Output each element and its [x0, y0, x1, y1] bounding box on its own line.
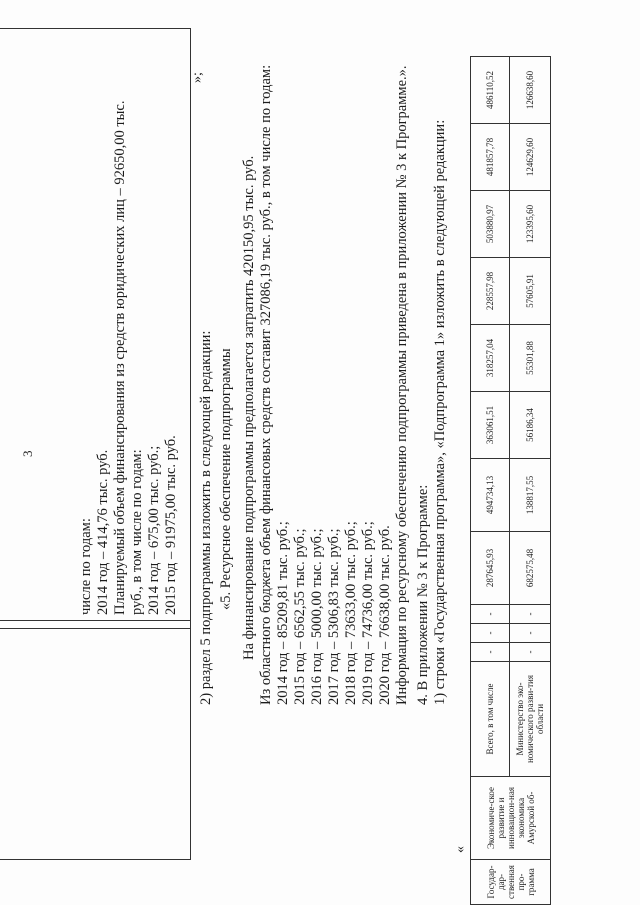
table-cell: - — [510, 624, 551, 643]
body-line: 2017 год – 5306,83 тыс. руб.; — [326, 528, 342, 705]
table-cell: - — [471, 605, 510, 624]
body-line: 2019 год – 74736,00 тыс. руб.; — [360, 521, 376, 705]
table-cell: 57605,91 — [510, 258, 551, 325]
top-cell-line: 2014 год – 675,00 тыс. руб.; — [146, 445, 162, 615]
table-cell: 228557,98 — [471, 258, 510, 325]
body-line: 2015 год – 6562,55 тыс. руб.; — [292, 528, 308, 705]
page-number: 3 — [20, 450, 35, 457]
table-cell: Государ-дар-ственная про-грамма — [471, 860, 551, 905]
table-cell: 503880,97 — [471, 191, 510, 258]
table-cell: Всего, в том числе — [471, 662, 510, 777]
body-line: 4. В приложении № 3 к Программе: — [415, 484, 431, 705]
table-cell: - — [471, 624, 510, 643]
opening-quote: « — [453, 846, 468, 853]
top-cell-line: числе по годам: — [78, 518, 94, 615]
table-cell: 124629,60 — [510, 124, 551, 191]
table-cell: 55301,88 — [510, 325, 551, 392]
body-line: 2) раздел 5 подпрограммы изложить в следующей редакции: — [198, 330, 214, 705]
top-cell-line: руб., в том числе по годам: — [129, 449, 145, 615]
body-line: 2018 год – 73633,00 тыс. руб.; — [343, 521, 359, 705]
body-line: Информация по ресурсному обеспечению подпрограммы приведена в приложении № 3 к Программе.». — [394, 65, 410, 705]
table-cell: 123395,60 — [510, 191, 551, 258]
body-line: На финансирование подпрограммы предполагается затратить 420150,95 тыс. руб. — [241, 155, 257, 660]
table-cell: 126638,60 — [510, 57, 551, 124]
table-cell: 494734,13 — [471, 459, 510, 532]
table-cell: 318257,04 — [471, 325, 510, 392]
table-cell: - — [471, 643, 510, 662]
top-cell-line: 2015 год – 91975,00 тыс. руб. — [163, 435, 179, 615]
body-line: Из областного бюджета объем финансовых средств составит 327086,19 тыс. руб., в том числе по годам: — [258, 64, 274, 705]
table-cell: 486110,52 — [471, 57, 510, 124]
table-divider — [0, 628, 190, 629]
table-cell: - — [510, 605, 551, 624]
top-cell-line: Планируемый объем финансирования из средств юридических лиц – 92650,00 тыс. — [112, 100, 128, 615]
table-cell: Министерство эко-номического разви-тия области — [510, 662, 551, 777]
table-cell: - — [510, 643, 551, 662]
table-cell: 138817,55 — [510, 459, 551, 532]
table-divider — [0, 620, 190, 621]
body-line: 2020 год – 76638,00 тыс. руб. — [377, 525, 393, 705]
body-line: 2016 год – 5000,00 тыс. руб.; — [309, 528, 325, 705]
section-heading: «5. Ресурсное обеспечение подпрограммы — [218, 348, 234, 610]
table-cell: 56186,34 — [510, 392, 551, 459]
body-line: 2014 год – 85209,81 тыс. руб.; — [275, 521, 291, 705]
body-line: 1) строки «Государственная программа», «Подпрограмма 1» изложить в следующей редакции: — [432, 119, 448, 705]
top-cell-line: 2014 год – 414,76 тыс. руб. — [95, 449, 111, 615]
closing-quote: »; — [190, 72, 205, 83]
table-cell: 287645,93 — [471, 532, 510, 605]
table-cell: 481857,78 — [471, 124, 510, 191]
table-row — [471, 57, 510, 905]
table-cell: Экономиче-ское развитие и инновацион-ная экономика Амурской об- — [471, 777, 551, 860]
table-cell: 682575,48 — [510, 532, 551, 605]
table-cell: 363061,51 — [471, 392, 510, 459]
budget-table — [470, 56, 551, 905]
